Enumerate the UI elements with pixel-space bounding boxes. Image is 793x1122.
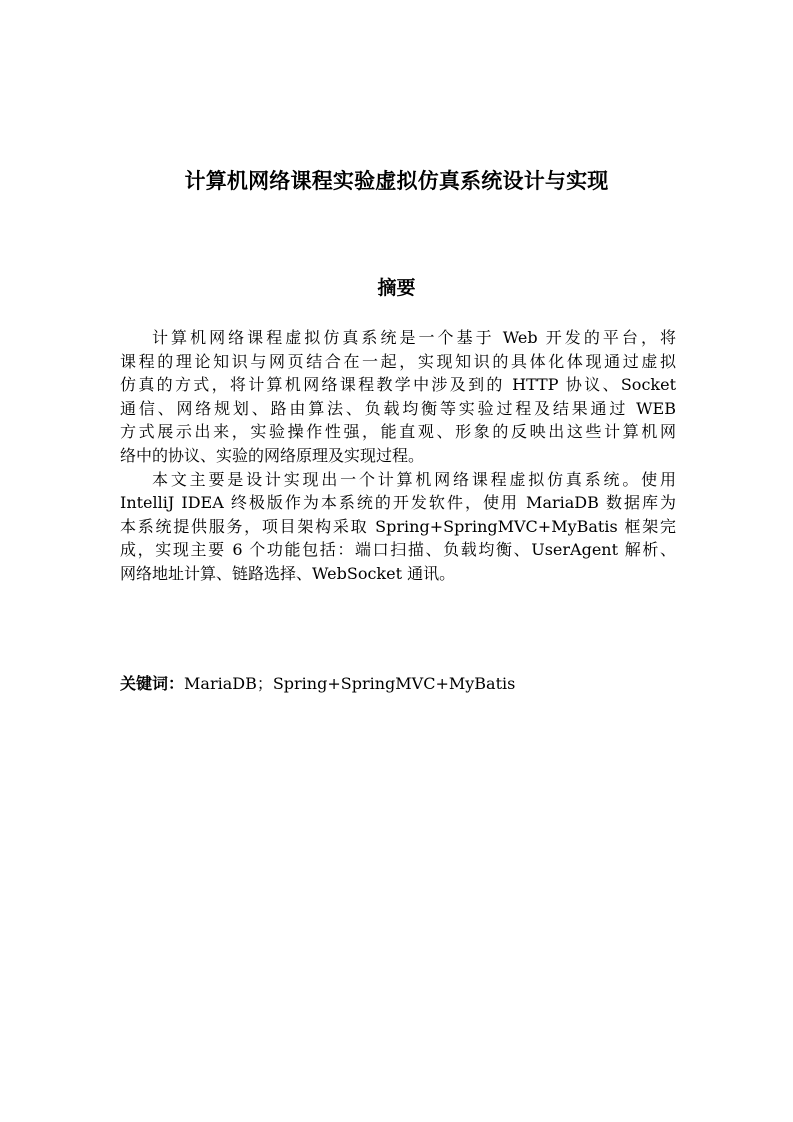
keywords-label: 关键词： — [120, 674, 185, 693]
abstract-line: IntelliJ IDEA 终极版作为本系统的开发软件，使用 MariaDB 数据库为 — [120, 493, 676, 513]
abstract-line: 课程的理论知识与网页结合在一起，实现知识的具体化体现通过虚拟 — [120, 351, 676, 371]
keywords-value: MariaDB；Spring+SpringMVC+MyBatis — [184, 674, 516, 693]
abstract-line: 网络地址计算、链路选择、WebSocket 通讯。 — [120, 563, 456, 583]
abstract-line: 方式展示出来，实验操作性强，能直观、形象的反映出这些计算机网 — [120, 422, 676, 442]
abstract-line: 成，实现主要 6 个功能包括：端口扫描、负载均衡、UserAgent 解析、 — [120, 540, 676, 560]
abstract-paragraph — [120, 468, 676, 586]
keywords — [120, 672, 680, 696]
abstract-line: 本文主要是设计实现出一个计算机网络课程虚拟仿真系统。使用 — [152, 469, 676, 489]
abstract-line: 仿真的方式，将计算机网络课程教学中涉及到的 HTTP 协议、Socket — [120, 375, 676, 395]
abstract-line: 本系统提供服务，项目架构采取 Spring+SpringMVC+MyBatis 框架完 — [120, 516, 676, 536]
abstract-line: 计算机网络课程虚拟仿真系统是一个基于 Web 开发的平台，将 — [152, 328, 676, 347]
abstract-line: 络中的协议、实验的网络原理及实现过程。 — [120, 445, 425, 465]
document-title: 计算机网络课程实验虚拟仿真系统设计与实现 — [184, 169, 609, 193]
abstract-body — [120, 326, 676, 586]
abstract-heading: 摘要 — [377, 277, 416, 299]
abstract-paragraph — [120, 326, 676, 468]
abstract-line: 通信、网络规划、路由算法、负载均衡等实验过程及结果通过 WEB — [120, 398, 676, 418]
